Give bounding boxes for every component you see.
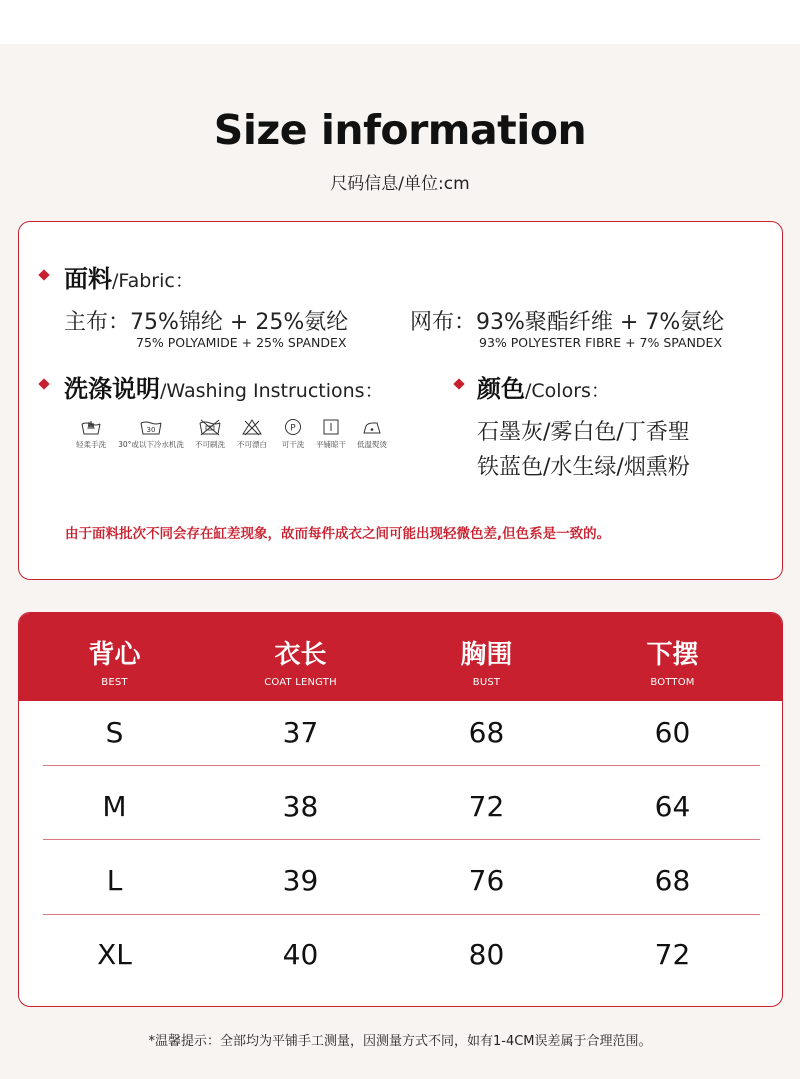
- row-divider: [43, 914, 760, 915]
- wash-item: [354, 418, 390, 450]
- colors-heading: [477, 369, 610, 404]
- header-cell-best: [19, 613, 210, 688]
- table-cell-bust: 80: [468, 938, 505, 971]
- table-cell-bust: 68: [468, 716, 505, 749]
- dry-clean-letter: P: [290, 423, 296, 434]
- colors-heading-en: /Colors：: [525, 380, 610, 402]
- wash-item: [234, 418, 270, 450]
- wash-temperature-text: 30: [146, 426, 156, 434]
- measurement-tip: *温馨提示：全部均为平铺手工测量，因测量方式不同，如有1-4CM误差属于合理范围。: [148, 1034, 652, 1049]
- dry-flat-icon: [321, 418, 341, 436]
- mesh-fabric-composition-en: 93% POLYESTER FIBRE + 7% SPANDEX: [479, 335, 723, 350]
- wash-item: [277, 418, 309, 450]
- table-cell-length: 37: [282, 716, 319, 749]
- fabric-heading: [64, 259, 194, 294]
- machine-wash-30-icon: [139, 418, 163, 436]
- table-cell-bust: 72: [468, 790, 505, 823]
- wash-item: [314, 418, 348, 450]
- table-cell-length: 39: [282, 864, 319, 897]
- table-cell-size: M: [102, 790, 127, 823]
- table-cell-size: XL: [97, 938, 132, 971]
- row-divider: [43, 839, 760, 840]
- main-fabric-composition: 主布：75%锦纶 + 25%氨纶: [64, 310, 349, 335]
- header-zh: 下摆: [646, 640, 699, 670]
- table-row: [19, 701, 783, 775]
- header-zh: 胸围: [460, 640, 513, 670]
- main-fabric-composition-en: 75% POLYAMIDE + 25% SPANDEX: [136, 335, 347, 350]
- wash-item-label: 不可漂白: [237, 440, 267, 449]
- no-brush-icon: [198, 418, 222, 436]
- wash-item-label: 可干洗: [281, 440, 305, 449]
- header-zh: 背心: [88, 640, 141, 670]
- washing-heading-en: /Washing Instructions：: [160, 380, 384, 402]
- header-en: BEST: [101, 677, 128, 688]
- washing-heading-zh: 洗涤说明: [64, 375, 160, 403]
- low-iron-icon: [361, 418, 383, 436]
- table-cell-bottom: 72: [654, 938, 691, 971]
- fabric-heading-zh: 面料: [64, 265, 112, 293]
- size-table-header: [19, 613, 783, 701]
- header-cell-coat-length: [205, 613, 396, 688]
- table-cell-bust: 76: [468, 864, 505, 897]
- header-en: COAT LENGTH: [264, 677, 337, 688]
- fabric-heading-en: /Fabric：: [112, 270, 194, 292]
- colors-list-line-2: 铁蓝色/水生绿/烟熏粉: [477, 455, 690, 480]
- header-cell-bottom: [577, 613, 768, 688]
- wash-item: [192, 418, 228, 450]
- header-en: BUST: [472, 677, 501, 688]
- table-row: [19, 849, 783, 923]
- hand-wash-icon: [80, 418, 102, 436]
- header-zh: 衣长: [274, 640, 327, 670]
- table-cell-size: S: [105, 716, 124, 749]
- page-subtitle: 尺码信息/单位:cm: [330, 174, 470, 194]
- wash-item-label: 低温熨烫: [357, 440, 387, 449]
- table-cell-length: 40: [282, 938, 319, 971]
- wash-item-label: 30°或以下冷水机洗: [118, 440, 184, 449]
- dry-clean-icon: [283, 418, 303, 436]
- table-cell-size: L: [106, 864, 123, 897]
- mesh-fabric-composition: 网布：93%聚酯纤维 + 7%氨纶: [410, 310, 725, 335]
- color-variation-note: 由于面料批次不同会存在缸差现象，故而每件成衣之间可能出现轻微色差,但色系是一致的。: [65, 526, 611, 542]
- wash-item: [116, 418, 186, 450]
- wash-item-label: 轻柔手洗: [76, 440, 106, 449]
- table-cell-bottom: 68: [654, 864, 691, 897]
- header-en: BOTTOM: [650, 677, 695, 688]
- header-cell-bust: [391, 613, 582, 688]
- table-cell-bottom: 60: [654, 716, 691, 749]
- row-divider: [43, 765, 760, 766]
- washing-heading: [64, 369, 384, 404]
- wash-item-label: 不可刷洗: [195, 440, 225, 449]
- size-table: [18, 612, 783, 1007]
- table-cell-bottom: 64: [654, 790, 691, 823]
- page-title: Size information: [213, 106, 587, 154]
- table-row: [19, 923, 783, 997]
- colors-heading-zh: 颜色: [477, 375, 525, 403]
- colors-list-line-1: 石墨灰/雾白色/丁香聖: [477, 420, 690, 445]
- wash-item-label: 平铺晾干: [316, 440, 346, 449]
- table-cell-length: 38: [282, 790, 319, 823]
- no-bleach-icon: [241, 418, 263, 436]
- table-row: [19, 775, 783, 849]
- wash-item: [74, 418, 108, 450]
